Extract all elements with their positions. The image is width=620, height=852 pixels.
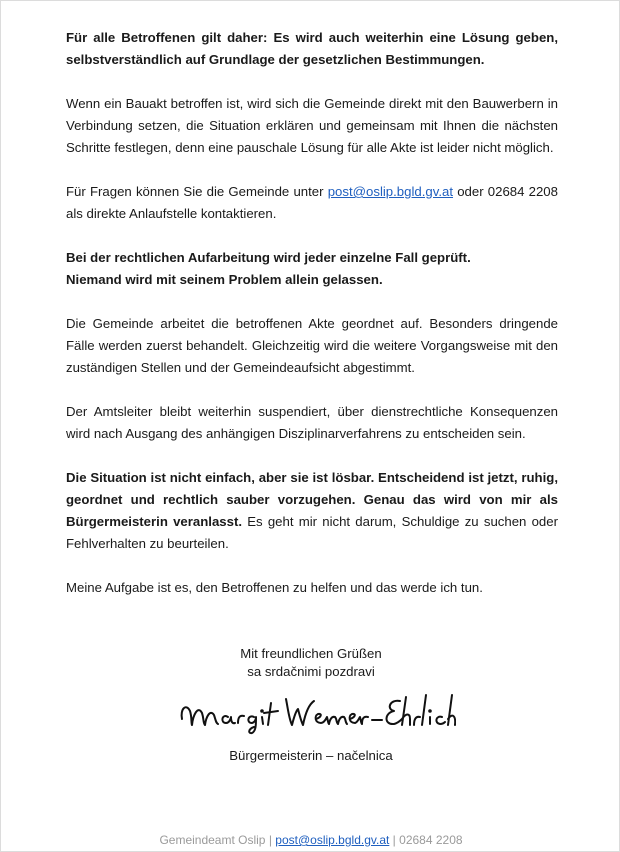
situation-normal-text: Es geht mir nicht darum, Schuldige zu suchen oder Fehlverhalten zu beurteilen.	[66, 514, 558, 551]
greeting-german: Mit freundlichen Grüßen	[240, 646, 382, 661]
contact-text-after: oder 02684 2208 als direkte Anlaufstelle kontaktieren.	[66, 184, 558, 221]
contact-text-before: Für Fragen können Sie die Gemeinde unter	[66, 184, 328, 199]
situation-bold-text: Die Situation ist nicht einfach, aber sie ist lösbar. Entscheidend ist jetzt, ruhig, geordnet und rechtlich sauber vorzugehen. Genau das wird von mir als Bürgermeisterin veranlasst.	[66, 470, 558, 529]
greeting-croatian: sa srdačnimi pozdravi	[247, 664, 375, 679]
paragraph-solution: Für alle Betroffenen gilt daher: Es wird auch weiterhin eine Lösung geben, selbstverständlich auf Grundlage der gesetzlichen Bestimmungen.	[66, 30, 558, 67]
paragraph-review-line2: Niemand wird mit seinem Problem allein gelassen.	[66, 272, 383, 287]
contact-email-link[interactable]: post@oslip.bgld.gv.at	[327, 184, 454, 199]
paragraph-task: Meine Aufgabe ist es, den Betroffenen zu helfen und das werde ich tun.	[66, 580, 483, 595]
paragraph-processing: Die Gemeinde arbeitet die betroffenen Akte geordnet auf. Besonders dringende Fälle werden zuerst behandelt. Gleichzeitig wird die weitere Vorgangsweise mit den zuständigen Stellen und der Gemeindeaufsicht abgestimmt.	[66, 316, 558, 375]
paragraph-bauakt: Wenn ein Bauakt betroffen ist, wird sich die Gemeinde direkt mit den Bauwerbern in Verbindung setzen, die Situation erklären und gemeinsam mit Ihnen die nächsten Schritte festlegen, denn eine pauschale Lösung für alle Akte ist leider nicht möglich.	[66, 96, 558, 155]
footer-separator-1: |	[268, 833, 272, 847]
letter-body	[66, 27, 558, 621]
footer-email-link[interactable]: post@oslip.bgld.gv.at	[275, 833, 390, 847]
paragraph-situation	[66, 467, 558, 555]
signature-role: Bürgermeisterin – načelnica	[229, 748, 393, 763]
footer-separator-2: |	[392, 833, 396, 847]
paragraph-suspension: Der Amtsleiter bleibt weiterhin suspendiert, über dienstrechtliche Konsequenzen wird nach Ausgang des anhängigen Disziplinarverfahrens zu entscheiden sein.	[66, 404, 558, 441]
paragraph-review-line1: Bei der rechtlichen Aufarbeitung wird jeder einzelne Fall geprüft.	[66, 250, 471, 265]
page-footer	[1, 833, 620, 847]
footer-office: Gemeindeamt Oslip	[159, 833, 266, 847]
footer-phone: 02684 2208	[399, 833, 463, 847]
closing-greeting	[1, 645, 620, 681]
paragraph-contact	[66, 181, 558, 225]
handwritten-signature	[176, 689, 456, 735]
